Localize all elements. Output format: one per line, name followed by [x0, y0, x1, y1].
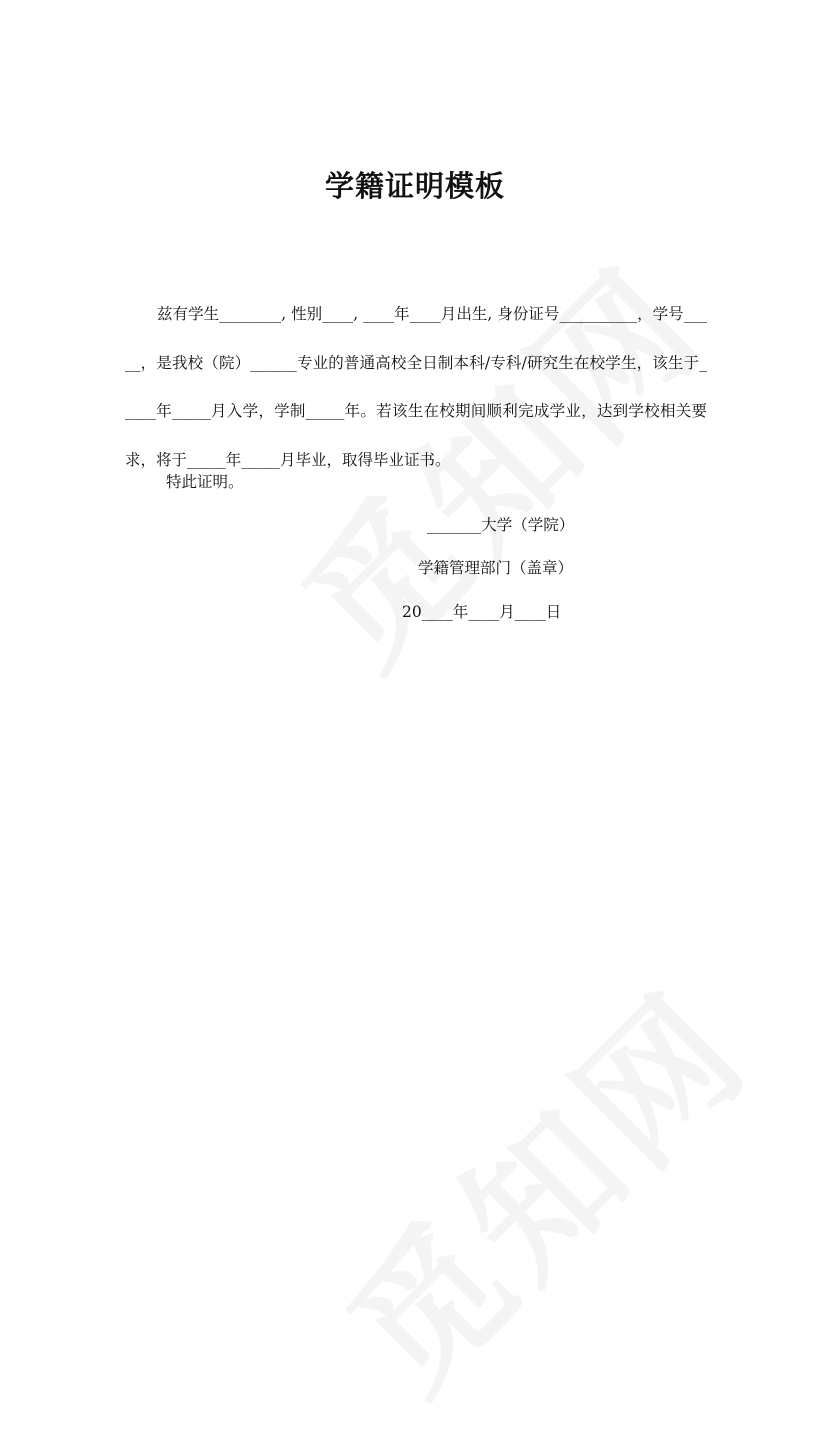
document-body	[125, 290, 707, 484]
body-paragraph: 兹有学生________, 性别____, ____年____月出生, 身份证号__________，学号_____，是我校（院）______专业的普通高校全日制本科/专科/研究生在校学生，该生于_____年_____月入学，学制_____年。若该生在校期间顺利完成学业，达到学校相关要求，将于_____年_____月毕业，取得毕业证书。	[125, 305, 707, 469]
document-title: 学籍证明模板	[324, 169, 505, 203]
watermark	[294, 937, 786, 1429]
closing-statement: 特此证明。	[166, 473, 244, 491]
signature-department: 学籍管理部门（盖章）	[418, 559, 574, 577]
signature-date: 20____年____月____日	[402, 603, 562, 621]
signature-university: _______大学（学院）	[427, 516, 575, 534]
